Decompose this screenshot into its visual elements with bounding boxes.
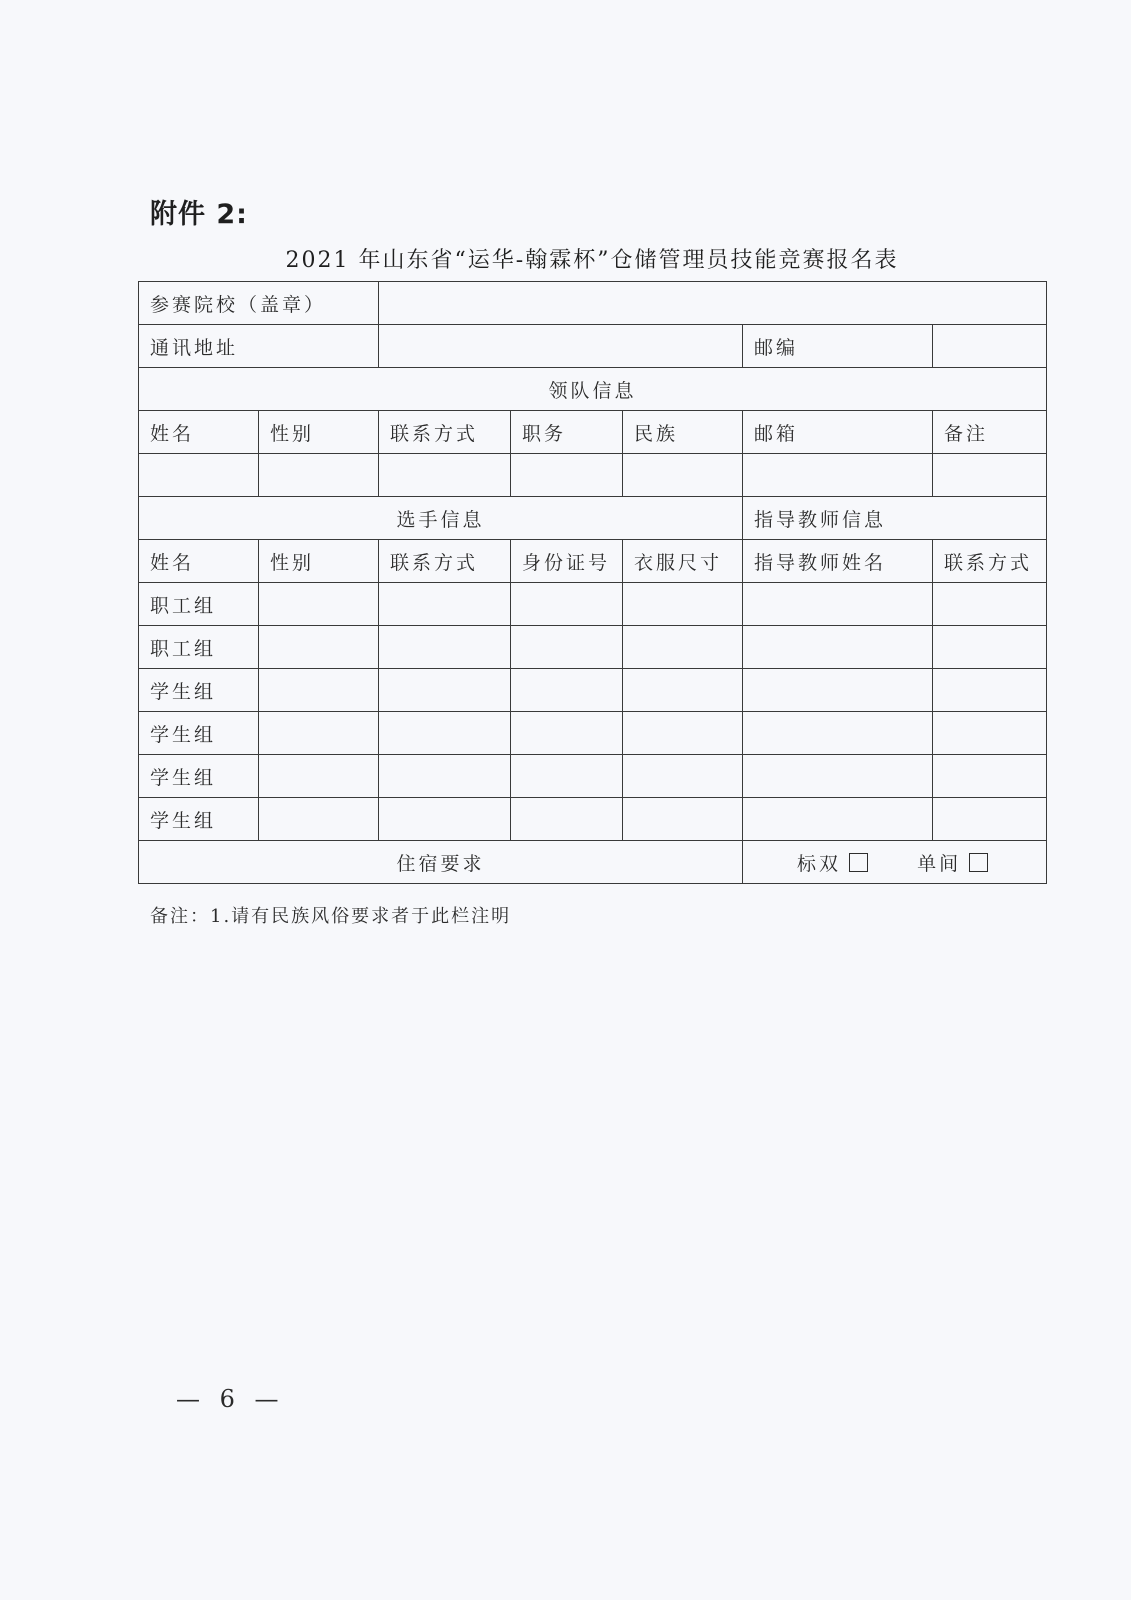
- leader-col-name: 姓名: [139, 411, 259, 454]
- teacher-contact-field[interactable]: [933, 712, 1047, 755]
- teacher-contact-field[interactable]: [933, 755, 1047, 798]
- contestant-section-row: [139, 497, 1047, 540]
- id-number-field[interactable]: [511, 669, 623, 712]
- leader-name-field[interactable]: [139, 454, 259, 497]
- lodging-options: [743, 841, 1047, 884]
- leader-col-ethnicity: 民族: [623, 411, 743, 454]
- group-label: 学生组: [139, 669, 259, 712]
- teacher-name-field[interactable]: [743, 626, 933, 669]
- teacher-name-field[interactable]: [743, 669, 933, 712]
- address-row: [139, 325, 1047, 368]
- leader-header-row: [139, 411, 1047, 454]
- group-label: 学生组: [139, 755, 259, 798]
- contestant-col-id-number: 身份证号: [511, 540, 623, 583]
- gender-field[interactable]: [259, 669, 379, 712]
- contact-field[interactable]: [379, 583, 511, 626]
- contact-field[interactable]: [379, 669, 511, 712]
- id-number-field[interactable]: [511, 583, 623, 626]
- id-number-field[interactable]: [511, 798, 623, 841]
- teacher-section-heading: 指导教师信息: [743, 497, 1047, 540]
- contestant-row: [139, 798, 1047, 841]
- leader-col-email: 邮箱: [743, 411, 933, 454]
- gender-field[interactable]: [259, 798, 379, 841]
- school-row: [139, 282, 1047, 325]
- teacher-contact-field[interactable]: [933, 669, 1047, 712]
- contestant-col-contact: 联系方式: [379, 540, 511, 583]
- lodging-label: 住宿要求: [139, 841, 743, 884]
- teacher-contact-field[interactable]: [933, 583, 1047, 626]
- contestant-row: [139, 626, 1047, 669]
- teacher-contact-field[interactable]: [933, 626, 1047, 669]
- contestant-header-row: [139, 540, 1047, 583]
- school-label: 参赛院校（盖章）: [139, 282, 379, 325]
- clothing-size-field[interactable]: [623, 669, 743, 712]
- leader-section-heading: 领队信息: [139, 368, 1047, 411]
- page-number: — 6 —: [176, 1385, 285, 1413]
- clothing-size-field[interactable]: [623, 755, 743, 798]
- gender-field[interactable]: [259, 626, 379, 669]
- contestant-row: [139, 755, 1047, 798]
- gender-field[interactable]: [259, 712, 379, 755]
- registration-form-table: [138, 281, 1047, 884]
- document-title: 2021 年山东省“运华-翰霖杯”仓储管理员技能竞赛报名表: [285, 248, 899, 273]
- id-number-field[interactable]: [511, 712, 623, 755]
- leader-contact-field[interactable]: [379, 454, 511, 497]
- contestant-row: [139, 669, 1047, 712]
- postcode-field[interactable]: [933, 325, 1047, 368]
- leader-gender-field[interactable]: [259, 454, 379, 497]
- group-label: 学生组: [139, 712, 259, 755]
- option-single-label: 单间: [917, 852, 962, 875]
- teacher-name-field[interactable]: [743, 583, 933, 626]
- leader-remarks-field[interactable]: [933, 454, 1047, 497]
- contact-field[interactable]: [379, 712, 511, 755]
- school-field[interactable]: [379, 282, 1047, 325]
- address-field[interactable]: [379, 325, 743, 368]
- leader-col-position: 职务: [511, 411, 623, 454]
- contestant-row: [139, 712, 1047, 755]
- contestant-col-clothing-size: 衣服尺寸: [623, 540, 743, 583]
- option-single[interactable]: [917, 849, 988, 876]
- clothing-size-field[interactable]: [623, 712, 743, 755]
- id-number-field[interactable]: [511, 626, 623, 669]
- teacher-contact-field[interactable]: [933, 798, 1047, 841]
- leader-entry-row: [139, 454, 1047, 497]
- option-twin-label: 标双: [797, 852, 842, 875]
- postcode-label: 邮编: [743, 325, 933, 368]
- id-number-field[interactable]: [511, 755, 623, 798]
- teacher-name-field[interactable]: [743, 712, 933, 755]
- teacher-name-field[interactable]: [743, 798, 933, 841]
- leader-ethnicity-field[interactable]: [623, 454, 743, 497]
- contestant-col-name: 姓名: [139, 540, 259, 583]
- leader-position-field[interactable]: [511, 454, 623, 497]
- contact-field[interactable]: [379, 755, 511, 798]
- group-label: 职工组: [139, 626, 259, 669]
- teacher-name-field[interactable]: [743, 755, 933, 798]
- leader-col-contact: 联系方式: [379, 411, 511, 454]
- contestant-col-gender: 性别: [259, 540, 379, 583]
- leader-col-remarks: 备注: [933, 411, 1047, 454]
- footnote: 备注：1.请有民族风俗要求者于此栏注明: [150, 906, 512, 927]
- contestant-col-teacher-contact: 联系方式: [933, 540, 1047, 583]
- leader-section-row: [139, 368, 1047, 411]
- lodging-row: [139, 841, 1047, 884]
- option-twin[interactable]: [797, 849, 868, 876]
- leader-col-gender: 性别: [259, 411, 379, 454]
- single-checkbox[interactable]: [969, 853, 988, 872]
- contestant-col-teacher-name: 指导教师姓名: [743, 540, 933, 583]
- contestant-section-heading: 选手信息: [139, 497, 743, 540]
- clothing-size-field[interactable]: [623, 798, 743, 841]
- attachment-label: 附件 2:: [150, 199, 248, 230]
- clothing-size-field[interactable]: [623, 583, 743, 626]
- group-label: 职工组: [139, 583, 259, 626]
- address-label: 通讯地址: [139, 325, 379, 368]
- leader-email-field[interactable]: [743, 454, 933, 497]
- contestant-row: [139, 583, 1047, 626]
- gender-field[interactable]: [259, 583, 379, 626]
- twin-checkbox[interactable]: [849, 853, 868, 872]
- contact-field[interactable]: [379, 798, 511, 841]
- contact-field[interactable]: [379, 626, 511, 669]
- group-label: 学生组: [139, 798, 259, 841]
- clothing-size-field[interactable]: [623, 626, 743, 669]
- gender-field[interactable]: [259, 755, 379, 798]
